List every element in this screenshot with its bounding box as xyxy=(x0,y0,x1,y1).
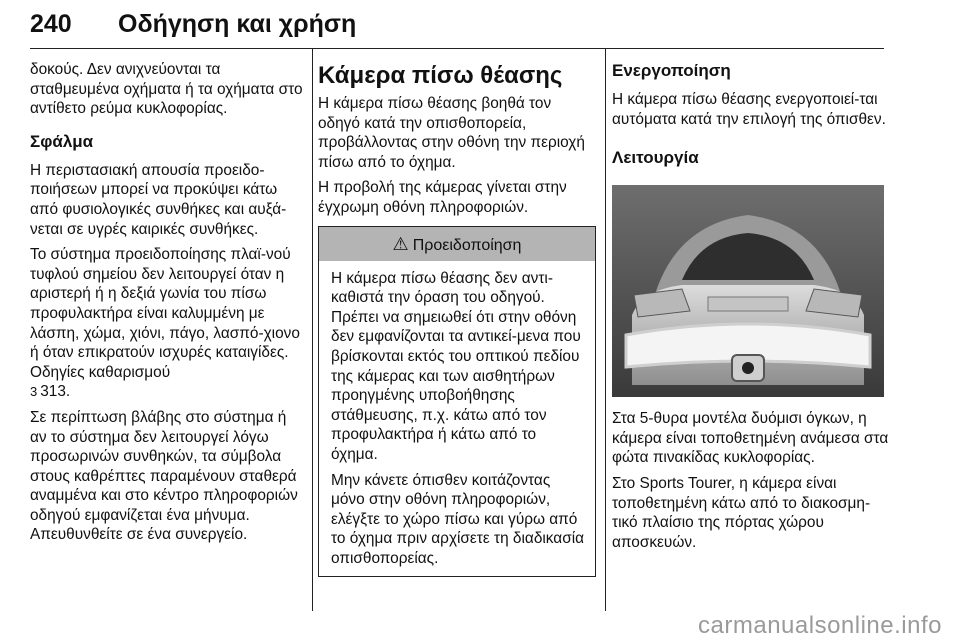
heading-fault: Σφάλμα xyxy=(30,131,94,151)
rear-camera-location-image xyxy=(612,185,884,397)
paragraph-intro: δοκούς. Δεν ανιχνεύονται τα σταθμευμένα οχήματα ή τα οχήματα στο αντίθετο ρεύμα κυκλοφορίας. xyxy=(30,61,303,118)
page-title: Οδήγηση και χρήση xyxy=(118,10,357,38)
heading-operation: Λειτουργία xyxy=(612,148,699,168)
warning-title: Προειδοποίηση xyxy=(412,236,522,254)
column-left xyxy=(30,60,305,551)
paragraph-operation-1: Στα 5-θυρα μοντέλα δυόμισι όγκων, η κάμερα είναι τοποθετημένη ανάμεσα στα φώτα πινακίδας κυκλοφορίας. xyxy=(612,410,889,467)
paragraph-fault-1: Η περιστασιακή απουσία προειδο-ποιήσεων μπορεί να προκύψει κάτω από φυσιολογικές συνθήκες και αυξά-νεται σε υγρές καιρικές συνθήκες. xyxy=(30,161,287,238)
page-header xyxy=(30,10,880,48)
column-middle xyxy=(318,62,596,577)
column-divider-2 xyxy=(605,49,606,611)
warning-box xyxy=(318,226,596,578)
warning-body xyxy=(319,261,595,577)
paragraph-camera-2: Η προβολή της κάμερας γίνεται στην έγχρωμη οθόνη πληροφοριών. xyxy=(318,179,567,216)
column-divider-1 xyxy=(312,49,313,611)
paragraph-fault-2-text: Το σύστημα προειδοποίησης πλαϊ-νού τυφλού σημείου δεν λειτουργεί όταν η αριστερή ή η δεξιά γωνία του πίσω προφυλακτήρα είναι καλυμμένη με λάσπη, χώμα, χιόνι, πάγο, λασπό-χιονο ή όταν επικρατούν ισχυρές καταιγίδες. Οδηγίες καθαρισμού xyxy=(30,246,300,381)
warning-paragraph-1: Η κάμερα πίσω θέασης δεν αντι-καθιστά την όραση του οδηγού. Πρέπει να σημειωθεί ότι στην οθόνη δεν εμφανίζονται τα αντικεί-μενα που βρίσκονται εκτός του οπτικού πεδίου της κάμερας και των αισθητήρων προηγμένης υποβοήθησης στάθμευσης, π.χ. κάτω από τον προφυλακτήρα ή κάτω από το όχημα. xyxy=(331,269,581,463)
paragraph-fault-2 xyxy=(30,245,305,402)
heading-rear-camera: Κάμερα πίσω θέασης xyxy=(318,62,563,89)
cross-reference-icon: 3 xyxy=(30,384,38,400)
warning-header xyxy=(319,227,595,261)
warning-paragraph-2: Μην κάνετε όπισθεν κοιτάζοντας μόνο στην οθόνη πληροφοριών, ελέγξτε το χώρο πίσω και γύρω από το όχημα πριν αρχίσετε τη διαδικασία οπισθοπορείας. xyxy=(331,471,585,567)
cross-reference-link[interactable]: 313. xyxy=(40,383,71,401)
column-right xyxy=(612,60,892,558)
paragraph-camera-1: Η κάμερα πίσω θέασης βοηθά τον οδηγό κατά την οπισθοπορεία, προβάλλοντας στην οθόνη την περιοχή πίσω από το όχημα. xyxy=(318,95,585,171)
page-number: 240 xyxy=(30,10,72,38)
paragraph-activation: Η κάμερα πίσω θέασης ενεργοποιεί-ται αυτόματα κατά την επιλογή της όπισθεν. xyxy=(612,91,886,128)
warning-triangle-icon: ⚠ xyxy=(392,233,409,254)
footer-watermark: carmanualsonline.info xyxy=(698,612,942,639)
header-rule xyxy=(30,48,884,49)
paragraph-fault-3: Σε περίπτωση βλάβης στο σύστημα ή αν το σύστημα δεν λειτουργεί λόγω προσωρινών συνθηκών, τα σύμβολα στους καθρέπτες παραμένουν σταθερά αναμμένα και στο κέντρο πληροφοριών οδηγού εμφανίζεται ένα μήνυμα. Απευθυνθείτε σε ένα συνεργείο. xyxy=(30,408,298,544)
heading-activation: Ενεργοποίηση xyxy=(612,61,731,80)
paragraph-operation-2: Στο Sports Tourer, η κάμερα είναι τοποθετημένη κάτω από το διακοσμη-τικό πλαίσιο της πόρτας χώρου αποσκευών. xyxy=(612,474,871,551)
